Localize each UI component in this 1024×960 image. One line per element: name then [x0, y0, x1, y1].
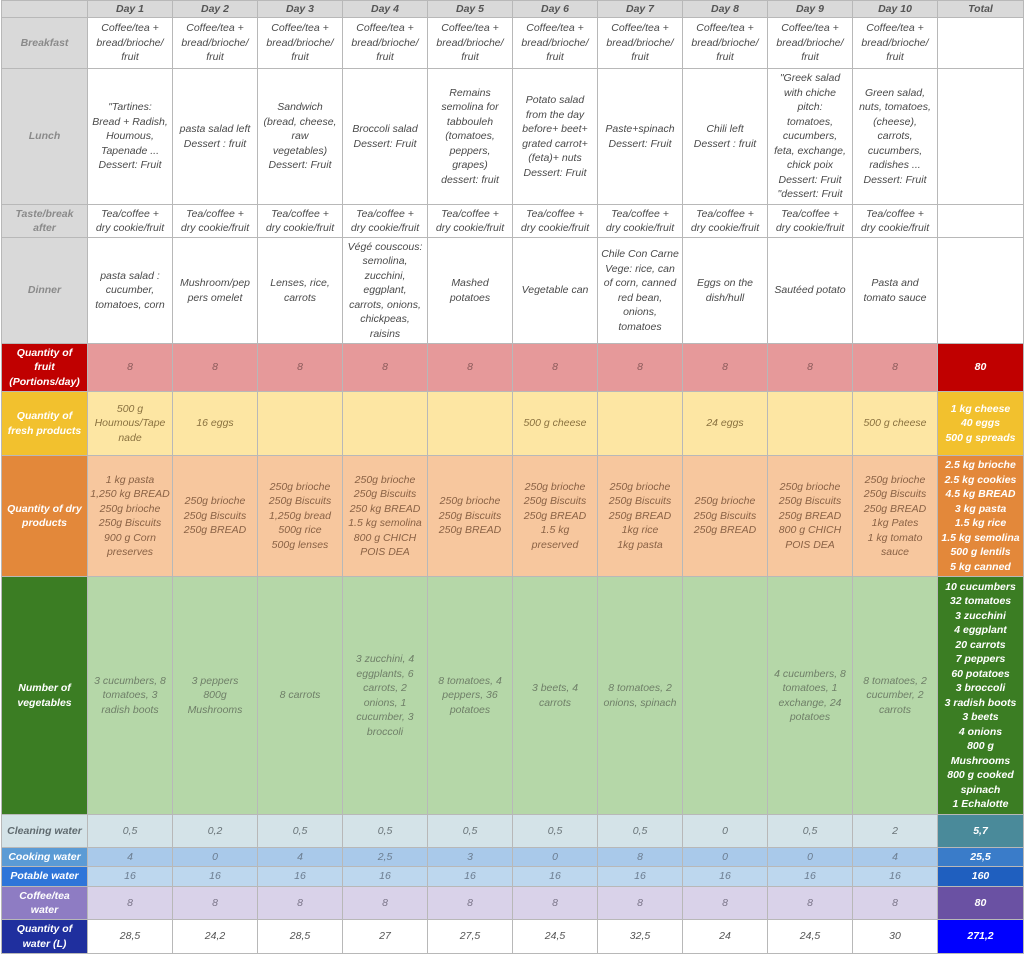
wat-label: Quantity of water (L)	[2, 920, 88, 954]
fruit-cell: 8	[173, 344, 258, 392]
clean-row	[2, 815, 1024, 848]
clean-cell: 0,2	[173, 815, 258, 848]
meal-cell: Mashed potatoes	[428, 238, 513, 344]
pot-cell: 16	[513, 867, 598, 887]
dry-total: 2.5 kg brioche 2.5 kg cookies 4.5 kg BREAD 3 kg pasta 1.5 kg rice 1.5 kg semolina 500 g lentils 5 kg canned	[938, 456, 1024, 577]
meal-cell: Tea/coffee + dry cookie/fruit	[768, 205, 853, 238]
pot-cell: 16	[343, 867, 428, 887]
meal-cell: Coffee/tea + bread/brioche/ fruit	[598, 18, 683, 69]
meal-cell: Tea/coffee + dry cookie/fruit	[513, 205, 598, 238]
meal-cell: Coffee/tea + bread/brioche/ fruit	[88, 18, 173, 69]
fresh-cell: 16 eggs	[173, 392, 258, 456]
fresh-cell: 500 g cheese	[853, 392, 938, 456]
cof-cell: 8	[343, 887, 428, 920]
fruit-cell: 8	[428, 344, 513, 392]
meal-cell: Lenses, rice, carrots	[258, 238, 343, 344]
meal-cell: Mushroom/pep pers omelet	[173, 238, 258, 344]
veg-cell: 3 peppers 800g Mushrooms	[173, 577, 258, 815]
fruit-cell: 8	[258, 344, 343, 392]
cook-cell: 0	[683, 848, 768, 867]
meal-cell: Coffee/tea + bread/brioche/ fruit	[683, 18, 768, 69]
pot-cell: 16	[598, 867, 683, 887]
wat-cell: 24	[683, 920, 768, 954]
fresh-cell: 24 eggs	[683, 392, 768, 456]
veg-cell: 8 tomatoes, 2 onions, spinach	[598, 577, 683, 815]
day-header: Day 1	[88, 1, 173, 18]
day-header: Day 5	[428, 1, 513, 18]
meal-cell: Chile Con Carne Vege: rice, can of corn, canned red bean, onions, tomatoes	[598, 238, 683, 344]
pot-cell: 16	[428, 867, 513, 887]
clean-cell: 0,5	[88, 815, 173, 848]
fruit-row	[2, 344, 1024, 392]
pot-cell: 16	[88, 867, 173, 887]
fresh-cell	[598, 392, 683, 456]
pot-label: Potable water	[2, 867, 88, 887]
wat-cell: 28,5	[88, 920, 173, 954]
dry-cell: 250g brioche 250g Biscuits 250g BREAD 1kg rice 1kg pasta	[598, 456, 683, 577]
corner-header	[2, 1, 88, 18]
fruit-cell: 8	[768, 344, 853, 392]
meal-cell: Potato salad from the day before+ beet+ grated carrot+ (feta)+ nuts Dessert: Fruit	[513, 69, 598, 205]
fruit-cell: 8	[513, 344, 598, 392]
meal-cell: Tea/coffee + dry cookie/fruit	[853, 205, 938, 238]
cof-cell: 8	[853, 887, 938, 920]
meal-cell: Tea/coffee + dry cookie/fruit	[173, 205, 258, 238]
meal-label: Breakfast	[2, 18, 88, 69]
meal-cell: Sautéed potato	[768, 238, 853, 344]
veg-cell: 8 tomatoes, 4 peppers, 36 potatoes	[428, 577, 513, 815]
fresh-cell	[343, 392, 428, 456]
clean-cell: 0,5	[513, 815, 598, 848]
cof-cell: 8	[683, 887, 768, 920]
dry-cell: 250g brioche 250g Biscuits 250g BREAD 800 g CHICH POIS DEA	[768, 456, 853, 577]
cook-row	[2, 848, 1024, 867]
meal-cell: Eggs on the dish/hull	[683, 238, 768, 344]
cook-cell: 2,5	[343, 848, 428, 867]
veg-cell: 3 zucchini, 4 eggplants, 6 carrots, 2 onions, 1 cucumber, 3 broccoli	[343, 577, 428, 815]
wat-cell: 24,2	[173, 920, 258, 954]
meal-cell: Pasta and tomato sauce	[853, 238, 938, 344]
meal-cell: Chili left Dessert : fruit	[683, 69, 768, 205]
fruit-cell: 8	[598, 344, 683, 392]
day-header: Day 9	[768, 1, 853, 18]
meal-cell: Coffee/tea + bread/brioche/ fruit	[428, 18, 513, 69]
meal-cell: Broccoli salad Dessert: Fruit	[343, 69, 428, 205]
meal-cell: Coffee/tea + bread/brioche/ fruit	[853, 18, 938, 69]
clean-cell: 0,5	[428, 815, 513, 848]
fruit-total: 80	[938, 344, 1024, 392]
dry-cell: 250g brioche 250g Biscuits 250g BREAD	[428, 456, 513, 577]
fruit-cell: 8	[683, 344, 768, 392]
fruit-cell: 8	[853, 344, 938, 392]
wat-cell: 28,5	[258, 920, 343, 954]
meal-cell: Tea/coffee + dry cookie/fruit	[258, 205, 343, 238]
cof-total: 80	[938, 887, 1024, 920]
cook-cell: 3	[428, 848, 513, 867]
meal-label: Lunch	[2, 69, 88, 205]
veg-cell: 3 beets, 4 carrots	[513, 577, 598, 815]
meal-plan-table	[1, 0, 1024, 954]
cook-cell: 0	[173, 848, 258, 867]
day-header: Day 2	[173, 1, 258, 18]
meal-cell: Coffee/tea + bread/brioche/ fruit	[258, 18, 343, 69]
cof-label: Coffee/tea water	[2, 887, 88, 920]
total-cell-empty	[938, 238, 1024, 344]
cook-total: 25,5	[938, 848, 1024, 867]
meal-cell: Tea/coffee + dry cookie/fruit	[343, 205, 428, 238]
day-header: Day 4	[343, 1, 428, 18]
meal-cell: Coffee/tea + bread/brioche/ fruit	[343, 18, 428, 69]
cof-cell: 8	[513, 887, 598, 920]
pot-cell: 16	[173, 867, 258, 887]
meal-row	[2, 205, 1024, 238]
total-cell-empty	[938, 205, 1024, 238]
total-cell-empty	[938, 69, 1024, 205]
wat-cell: 32,5	[598, 920, 683, 954]
fruit-cell: 8	[88, 344, 173, 392]
wat-cell: 27	[343, 920, 428, 954]
fresh-row	[2, 392, 1024, 456]
pot-total: 160	[938, 867, 1024, 887]
fresh-cell	[768, 392, 853, 456]
cook-cell: 4	[88, 848, 173, 867]
fresh-cell	[258, 392, 343, 456]
pot-cell: 16	[853, 867, 938, 887]
meal-cell: pasta salad left Dessert : fruit	[173, 69, 258, 205]
meal-cell: Tea/coffee + dry cookie/fruit	[598, 205, 683, 238]
wat-cell: 24,5	[513, 920, 598, 954]
day-header: Day 7	[598, 1, 683, 18]
day-header: Day 10	[853, 1, 938, 18]
cof-cell: 8	[428, 887, 513, 920]
meal-cell: Coffee/tea + bread/brioche/ fruit	[513, 18, 598, 69]
fresh-cell: 500 g Houmous/Tape nade	[88, 392, 173, 456]
meal-cell: Coffee/tea + bread/brioche/ fruit	[768, 18, 853, 69]
veg-row	[2, 577, 1024, 815]
clean-cell: 0,5	[598, 815, 683, 848]
cook-cell: 0	[768, 848, 853, 867]
veg-total: 10 cucumbers 32 tomatoes 3 zucchini 4 eggplant 20 carrots 7 peppers 60 potatoes 3 broccoli 3 radish boots 3 beets 4 onions 800 g Mushrooms 800 g cooked spinach 1 Echalotte	[938, 577, 1024, 815]
meal-cell: Tea/coffee + dry cookie/fruit	[683, 205, 768, 238]
meal-cell: "Tartines: Bread + Radish, Houmous, Tapenade ... Dessert: Fruit	[88, 69, 173, 205]
cook-label: Cooking water	[2, 848, 88, 867]
cof-cell: 8	[768, 887, 853, 920]
clean-label: Cleaning water	[2, 815, 88, 848]
cof-cell: 8	[88, 887, 173, 920]
fresh-cell: 500 g cheese	[513, 392, 598, 456]
wat-cell: 30	[853, 920, 938, 954]
dry-cell: 250g brioche 250g Biscuits 250g BREAD	[683, 456, 768, 577]
meal-cell: Sandwich (bread, cheese, raw vegetables) Dessert: Fruit	[258, 69, 343, 205]
cof-row	[2, 887, 1024, 920]
clean-total: 5,7	[938, 815, 1024, 848]
veg-cell	[683, 577, 768, 815]
header-row	[2, 1, 1024, 18]
pot-cell: 16	[258, 867, 343, 887]
meal-label: Dinner	[2, 238, 88, 344]
cof-cell: 8	[598, 887, 683, 920]
day-header: Day 6	[513, 1, 598, 18]
wat-cell: 27,5	[428, 920, 513, 954]
cof-cell: 8	[258, 887, 343, 920]
wat-row	[2, 920, 1024, 954]
meal-cell: Vegetable can	[513, 238, 598, 344]
dry-cell: 250g brioche 250g Biscuits 250g BREAD 1kg Pates 1 kg tomato sauce	[853, 456, 938, 577]
clean-cell: 0	[683, 815, 768, 848]
veg-cell: 3 cucumbers, 8 tomatoes, 3 radish boots	[88, 577, 173, 815]
pot-cell: 16	[683, 867, 768, 887]
clean-cell: 0,5	[768, 815, 853, 848]
clean-cell: 2	[853, 815, 938, 848]
meal-row	[2, 69, 1024, 205]
meal-cell: Green salad, nuts, tomatoes, (cheese), carrots, cucumbers, radishes ... Dessert: Fruit	[853, 69, 938, 205]
dry-row	[2, 456, 1024, 577]
cof-cell: 8	[173, 887, 258, 920]
fresh-total: 1 kg cheese 40 eggs 500 g spreads	[938, 392, 1024, 456]
day-header: Day 3	[258, 1, 343, 18]
meal-cell: Végé couscous: semolina, zucchini, eggplant, carrots, onions, chickpeas, raisins	[343, 238, 428, 344]
fresh-cell	[428, 392, 513, 456]
veg-cell: 8 tomatoes, 2 cucumber, 2 carrots	[853, 577, 938, 815]
dry-cell: 250g brioche 250g Biscuits 250g BREAD 1.5 kg preserved	[513, 456, 598, 577]
dry-cell: 250g brioche 250g Biscuits 250g BREAD	[173, 456, 258, 577]
cook-cell: 4	[853, 848, 938, 867]
dry-cell: 250g brioche 250g Biscuits 250 kg BREAD 1.5 kg semolina 800 g CHICH POIS DEA	[343, 456, 428, 577]
fruit-label: Quantity of fruit (Portions/day)	[2, 344, 88, 392]
veg-cell: 8 carrots	[258, 577, 343, 815]
pot-row	[2, 867, 1024, 887]
day-header: Day 8	[683, 1, 768, 18]
veg-cell: 4 cucumbers, 8 tomatoes, 1 exchange, 24 potatoes	[768, 577, 853, 815]
meal-row	[2, 18, 1024, 69]
pot-cell: 16	[768, 867, 853, 887]
meal-cell: Remains semolina for tabbouleh (tomatoes, peppers, grapes) dessert: fruit	[428, 69, 513, 205]
cook-cell: 8	[598, 848, 683, 867]
cook-cell: 4	[258, 848, 343, 867]
clean-cell: 0,5	[258, 815, 343, 848]
dry-cell: 250g brioche 250g Biscuits 1,250g bread 500g rice 500g lenses	[258, 456, 343, 577]
wat-cell: 24,5	[768, 920, 853, 954]
fresh-label: Quantity of fresh products	[2, 392, 88, 456]
meal-cell: pasta salad : cucumber, tomatoes, corn	[88, 238, 173, 344]
dry-label: Quantity of dry products	[2, 456, 88, 577]
veg-label: Number of vegetables	[2, 577, 88, 815]
meal-cell: Tea/coffee + dry cookie/fruit	[88, 205, 173, 238]
dry-cell: 1 kg pasta 1,250 kg BREAD 250g brioche 250g Biscuits 900 g Corn preserves	[88, 456, 173, 577]
total-cell-empty	[938, 18, 1024, 69]
meal-cell: "Greek salad with chiche pitch: tomatoes, cucumbers, feta, exchange, chick poix Dessert: Fruit "dessert: Fruit	[768, 69, 853, 205]
meal-row	[2, 238, 1024, 344]
total-header: Total	[938, 1, 1024, 18]
meal-cell: Coffee/tea + bread/brioche/ fruit	[173, 18, 258, 69]
meal-label: Taste/break after	[2, 205, 88, 238]
wat-total: 271,2	[938, 920, 1024, 954]
clean-cell: 0,5	[343, 815, 428, 848]
cook-cell: 0	[513, 848, 598, 867]
meal-cell: Tea/coffee + dry cookie/fruit	[428, 205, 513, 238]
fruit-cell: 8	[343, 344, 428, 392]
meal-cell: Paste+spinach Dessert: Fruit	[598, 69, 683, 205]
